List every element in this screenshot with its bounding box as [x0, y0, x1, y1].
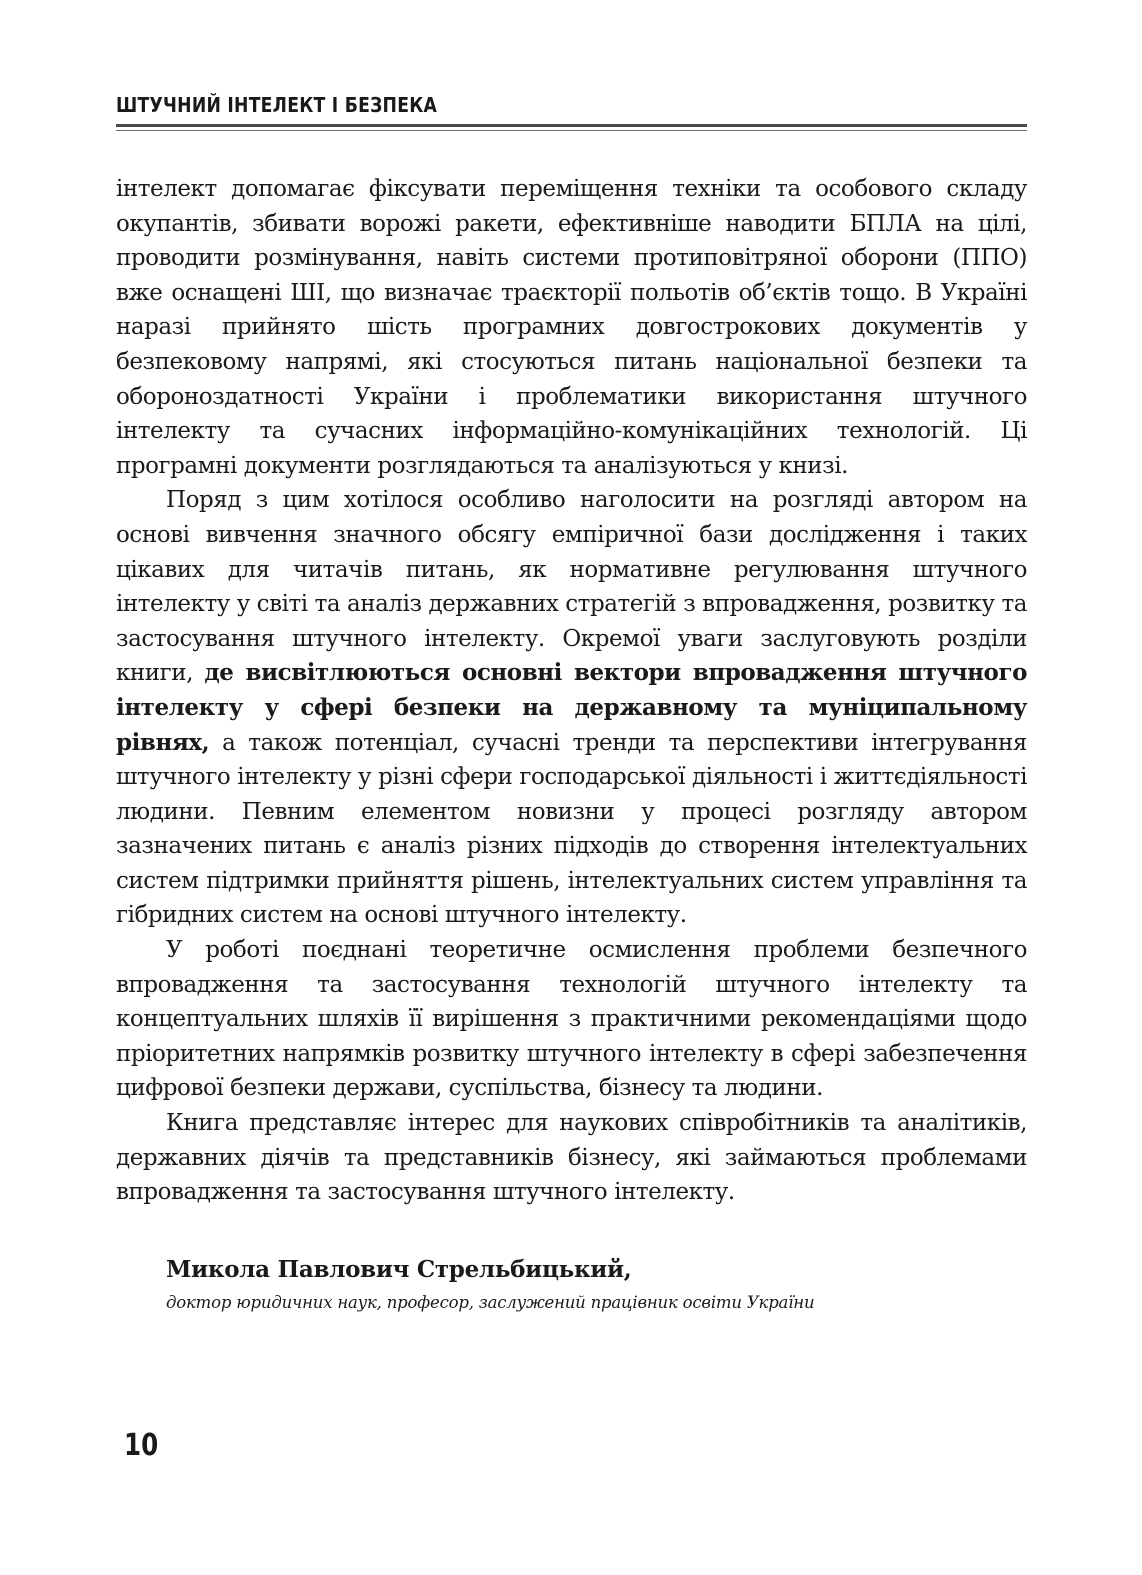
- header-rule: [116, 124, 1027, 127]
- author-credentials: доктор юридичних наук, професор, заслужений працівник освіти України: [166, 1293, 815, 1312]
- paragraph-2: [116, 483, 1027, 933]
- signature-block: [166, 1254, 1026, 1316]
- paragraph-2-bold-text: де висвітлюються основні вектори впровадження штучного інтелекту у сфері безпеки на державному та муніципальному рівнях,: [116, 659, 1027, 756]
- header-rule-thin: [116, 130, 1027, 131]
- paragraph-2-text-a: Поряд з цим хотілося особливо наголосити на розгляді автором на основі вивчення значного обсягу емпіричної бази дослідження і таких цікавих для читачів питань, як нормативне регулювання штучного інтелекту у світі та аналіз державних стратегій з впровадження, розвитку та застосування штучного інтелекту. Окремої уваги заслуговують розділи книги,: [116, 487, 1027, 687]
- paragraph-2-text-b: а також потенціал, сучасні тренди та перспективи інтегрування штучного інтелекту у різні сфери господарської діяльності і життєдіяльності людини. Певним елементом новизни у процесі розгляду автором зазначених питань є аналіз різних підходів до створення інтелектуальних систем підтримки прийняття рішень, інтелектуальних систем управління та гібридних систем на основі штучного інтелекту.: [116, 729, 1027, 929]
- paragraph-4: Книга представляє інтерес для наукових співробітників та аналітиків, державних діячів та представників бізнесу, які займаються проблемами впровадження та застосування штучного інтелекту.: [116, 1110, 1027, 1206]
- running-header: ШТУЧНИЙ ІНТЕЛЕКТ І БЕЗПЕКА: [116, 93, 438, 117]
- paragraph-3: У роботі поєднані теоретичне осмислення проблеми безпечного впровадження та застосування технологій штучного інтелекту та концептуальних шляхів її вирішення з практичними рекомендаціями щодо пріоритетних напрямків розвитку штучного інтелекту в сфері забезпечення цифрової безпеки держави, суспільства, бізнесу та людини.: [116, 937, 1027, 1102]
- body-text: [116, 172, 1027, 1210]
- paragraph-1: інтелект допомагає фіксувати переміщення техніки та особового складу окупантів, збивати ворожі ракети, ефективніше наводити БПЛА на цілі, проводити розмінування, навіть системи протиповітряної оборони (ППО) вже оснащені ШІ, що визначає траєкторії польотів об’єктів тощо. В Україні наразі прийнято шість програмних довгострокових документів у безпековому напрямі, які стосуються питань національної безпеки та обороноздатності України і проблематики використання штучного інтелекту та сучасних інформаційно-комунікаційних технологій. Ці програмні документи розглядаються та аналізуються у книзі.: [116, 176, 1027, 479]
- author-name: Микола Павлович Стрельбицький,: [166, 1256, 632, 1283]
- page-number: 10: [124, 1428, 159, 1463]
